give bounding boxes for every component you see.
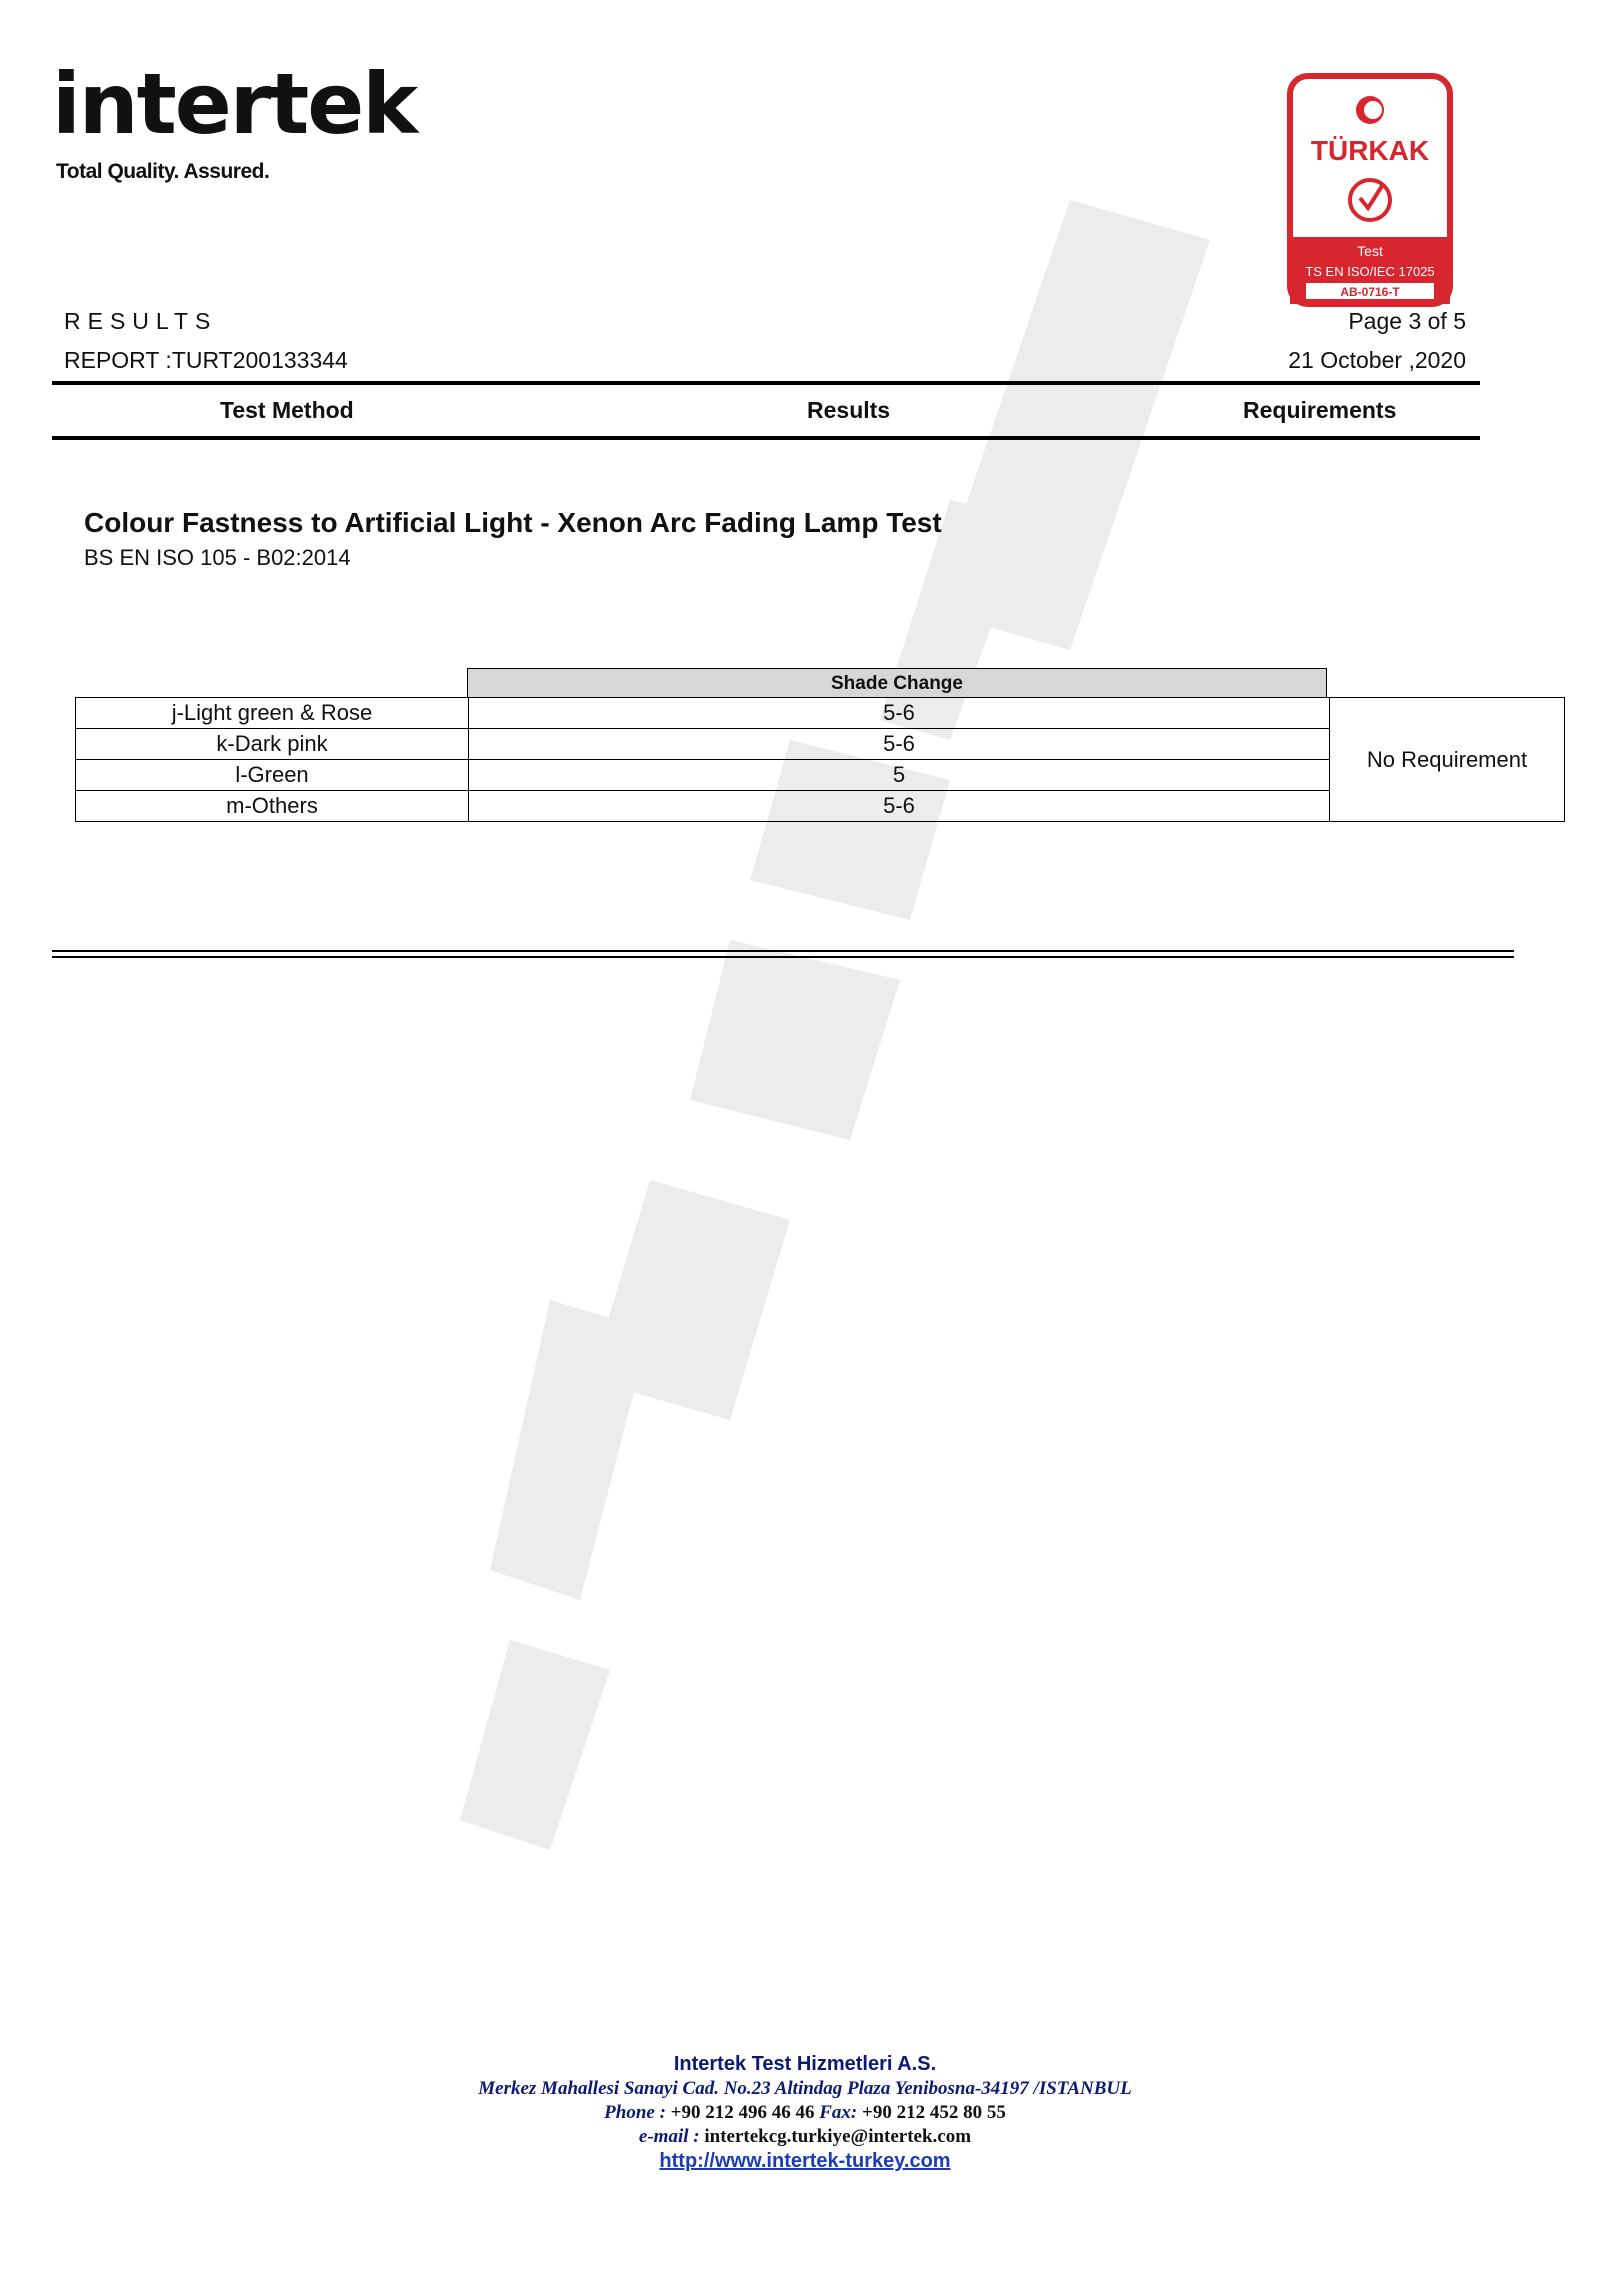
shade-change-header: Shade Change — [467, 668, 1327, 697]
email-address[interactable]: intertekcg.turkiye@intertek.com — [704, 2126, 972, 2147]
watermark — [430, 180, 1250, 1860]
turkak-accreditation-badge — [1286, 72, 1454, 308]
test-title: Colour Fastness to Artificial Light - Xenon Arc Fading Lamp Test — [84, 507, 942, 538]
row-label: k-Dark pink — [76, 729, 469, 760]
section-end-rule — [52, 950, 1514, 952]
column-results: Results — [807, 397, 891, 423]
email-label: e-mail : — [638, 2126, 700, 2147]
report-number: REPORT :TURT200133344 — [64, 347, 348, 373]
footer-email — [0, 2126, 1610, 2148]
phone-number: +90 212 496 46 46 — [670, 2102, 815, 2123]
fax-label: Fax: — [819, 2102, 858, 2123]
report-date: 21 October ,2020 — [1288, 347, 1466, 373]
row-label: j-Light green & Rose — [76, 698, 469, 729]
svg-text:TÜRKAK: TÜRKAK — [1310, 135, 1430, 166]
svg-text:Test: Test — [1357, 243, 1383, 259]
fax-number: +90 212 452 80 55 — [862, 2102, 1006, 2123]
watermark-wordmark — [460, 200, 1210, 1850]
results-heading: RESULTS — [64, 308, 218, 334]
header-rule-bottom — [52, 436, 1480, 440]
shade-change-value: 5-6 — [469, 698, 1330, 729]
section-end-rule — [52, 956, 1514, 958]
phone-label: Phone : — [604, 2102, 666, 2123]
row-label: m-Others — [76, 791, 469, 822]
footer-phone — [0, 2102, 1610, 2124]
svg-text:TS EN ISO/IEC 17025: TS EN ISO/IEC 17025 — [1305, 264, 1435, 279]
svg-text:AB-0716-T: AB-0716-T — [1340, 285, 1400, 299]
page-number: Page 3 of 5 — [1348, 308, 1466, 334]
column-requirements: Requirements — [1243, 397, 1397, 423]
logo-tagline: Total Quality. Assured. — [56, 160, 270, 183]
shade-change-value: 5-6 — [469, 729, 1330, 760]
shade-change-value: 5 — [469, 760, 1330, 791]
footer-company: Intertek Test Hizmetleri A.S. — [673, 2053, 937, 2075]
header-rule-top — [52, 381, 1480, 385]
intertek-logo: intertek — [52, 55, 417, 153]
requirement-cell: No Requirement — [1330, 698, 1565, 822]
shade-change-value: 5-6 — [469, 791, 1330, 822]
row-label: l-Green — [76, 760, 469, 791]
table-row — [76, 698, 1565, 729]
column-test-method: Test Method — [220, 397, 354, 423]
test-standard: BS EN ISO 105 - B02:2014 — [84, 545, 351, 570]
results-table — [75, 697, 1565, 822]
footer-website-link[interactable]: http://www.intertek-turkey.com — [659, 2150, 951, 2172]
footer-address: Merkez Mahallesi Sanayi Cad. No.23 Altindag Plaza Yenibosna-34197 /ISTANBUL — [478, 2078, 1132, 2099]
